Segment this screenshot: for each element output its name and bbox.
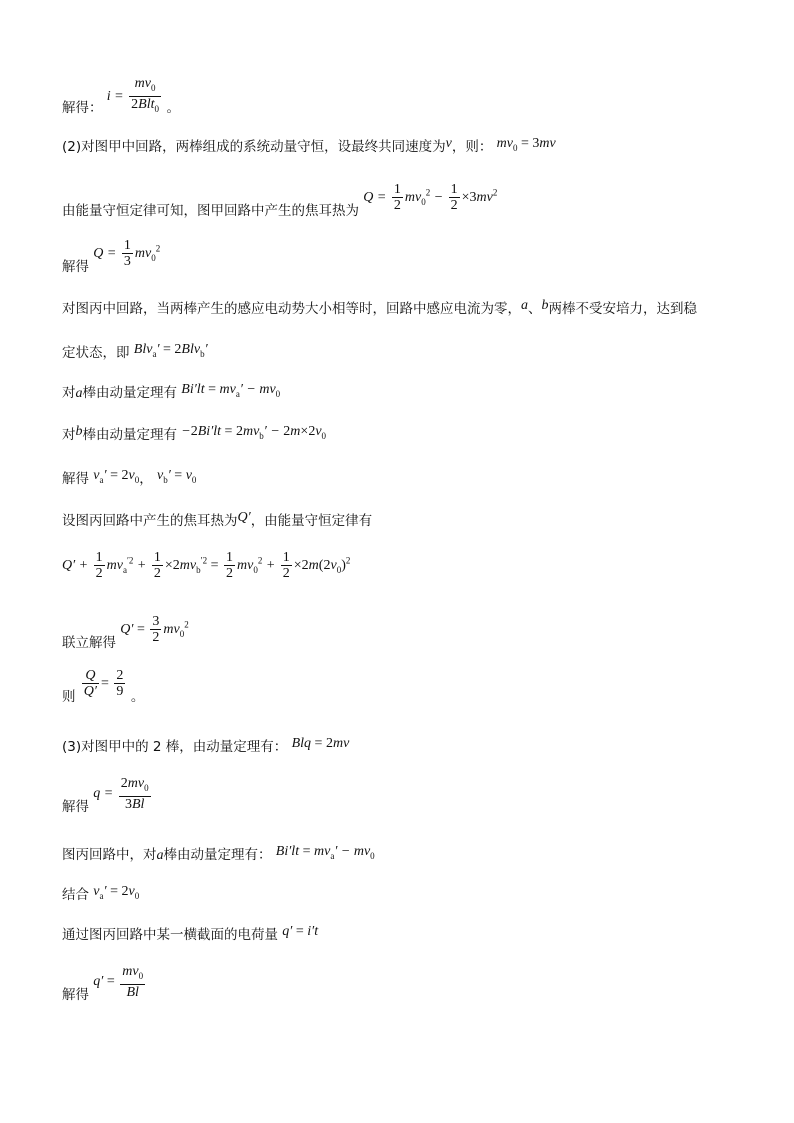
line-2: (2)对图甲中回路，两棒组成的系统动量守恒，设最终共同速度为v，则： $mv_0 = 3mv$ [62,136,556,155]
label-jiede-19: 解得 [62,987,89,1004]
text-line-5-tail: 两棒不受安培力，达到稳 [548,301,697,317]
formula-emf-equal: Blv$_a$′ = 2Blv$_b$′ [133,342,208,359]
text-line-10: 设图丙回路中产生的焦耳热为 [62,513,238,529]
line-6 [62,344,208,367]
line-11 [62,550,350,581]
formula-momentum: $mv_0 = 3mv$ [496,136,556,153]
formula-vb: $v_b' = v_0$ [157,468,197,485]
line-7: 对a棒由动量定理有 $Bi'lt = mv_a' - mv_0$ [62,382,281,401]
text-line-6: 定状态，即 [62,345,130,361]
text-line-2: (2)对图甲中回路，两棒组成的系统动量守恒，设最终共同速度为 [62,139,446,155]
formula-velocities: $v_a' = 2v_0$ [93,468,140,485]
formula-i: i = $\frac{mv_0}{2Blt_0}$ [106,76,159,114]
label-jiede-15: 解得 [62,799,89,816]
formula-q-prime: Q′ = $\frac{3}{2}$ $mv_0^2$ [120,614,189,645]
line-13 [62,668,145,705]
line-12 [62,614,189,651]
text-line-3: 由能量守恒定律可知，图甲回路中产生的焦耳热为 [62,202,359,219]
formula-impulse-a: $Bi'lt = mv_a' - mv_0$ [181,382,281,399]
text-line-18: 通过图丙回路中某一横截面的电荷量 [62,927,278,943]
text-line-2-mid: ，则： [451,139,493,155]
formula-ratio: $\frac{Q}{Q'}$ = $\frac{2}{9}$ [83,668,124,699]
text-line-14: (3)对图甲中的 2 棒，由动量定理有： [62,739,288,755]
line-19 [62,964,147,1004]
label-ze: 则 [62,688,76,705]
line-14 [62,738,349,757]
formula-q-charge: q = $\frac{2mv_0}{3Bl}$ [93,776,149,812]
text-line-7: 棒由动量定理有 [82,385,177,401]
formula-heat-q: Q = $\frac{1}{2}$ $mv_0^2$ − $\frac{1}{2}$ $\times 3mv^2$ [363,182,498,213]
line-3 [62,182,498,219]
label-jiede-9: 解得 [62,471,89,487]
line-15 [62,776,153,816]
line-18 [62,926,318,945]
label-jiede-1: 解得： [62,99,103,116]
label-jiehe: 结合 [62,887,89,903]
text-line-16: 图丙回路中，对 [62,847,157,863]
line-5: 对图丙中回路，当两棒产生的感应电动势大小相等时，回路中感应电流为零，a、b两棒不受安培力，达到稳 [62,298,697,317]
line-8: 对b棒由动量定理有 $-2Bi'lt = 2mv_b' - 2m\times 2v_0$ [62,424,327,443]
period-1: 。 [166,99,180,116]
formula-q-prime-charge: q′ = i′t [282,924,319,939]
text-line-16-mid: 棒由动量定理有： [163,847,272,863]
formula-blq: Blq = 2mv [291,736,350,751]
text-line-10-tail: ，由能量守恒定律有 [250,513,373,529]
line-9 [62,470,196,493]
line-16: 图丙回路中，对a棒由动量定理有： $Bi'lt = mv_a' - mv_0$ [62,844,375,863]
label-lianli: 联立解得 [62,634,116,651]
text-line-8-prefix: 对 [62,427,76,443]
line-17 [62,886,139,909]
text-line-8: 棒由动量定理有 [82,427,177,443]
label-jiede-4: 解得 [62,258,89,275]
line-1 [62,76,180,117]
formula-impulse-a-2: $Bi'lt = mv_a' - mv_0$ [275,844,375,861]
line-4 [62,238,161,275]
formula-va: $v_a' = 2v_0$ [93,884,140,901]
line-10: 设图丙回路中产生的焦耳热为Q′，由能量守恒定律有 [62,510,373,529]
formula-q-result: Q = $\frac{1}{3}$ $mv_0^2$ [93,238,161,269]
period-13: 。 [130,688,145,705]
formula-energy-conservation: Q′ + $\frac{1}{2}$ $mv_a^{'2}$ + $\frac{1}{2}$ $\times 2mv_b^{'2}$ = $\frac{1}{2}$ $mv_0^2$ + $\frac{1}{2}$ $\times 2m(2v_0)^2$ [62,550,351,581]
text-line-9-sep: ， [139,471,153,487]
formula-q-prime-result: q′ = $\frac{mv_0}{Bl}$ [93,964,144,1000]
text-line-5: 对图丙中回路，当两棒产生的感应电动势大小相等时，回路中感应电流为零， [62,301,521,317]
formula-impulse-b: $-2Bi'lt = 2mv_b' - 2m\times 2v_0$ [181,424,327,441]
text-line-5-sep: 、 [528,301,542,317]
text-line-7-prefix: 对 [62,385,76,401]
